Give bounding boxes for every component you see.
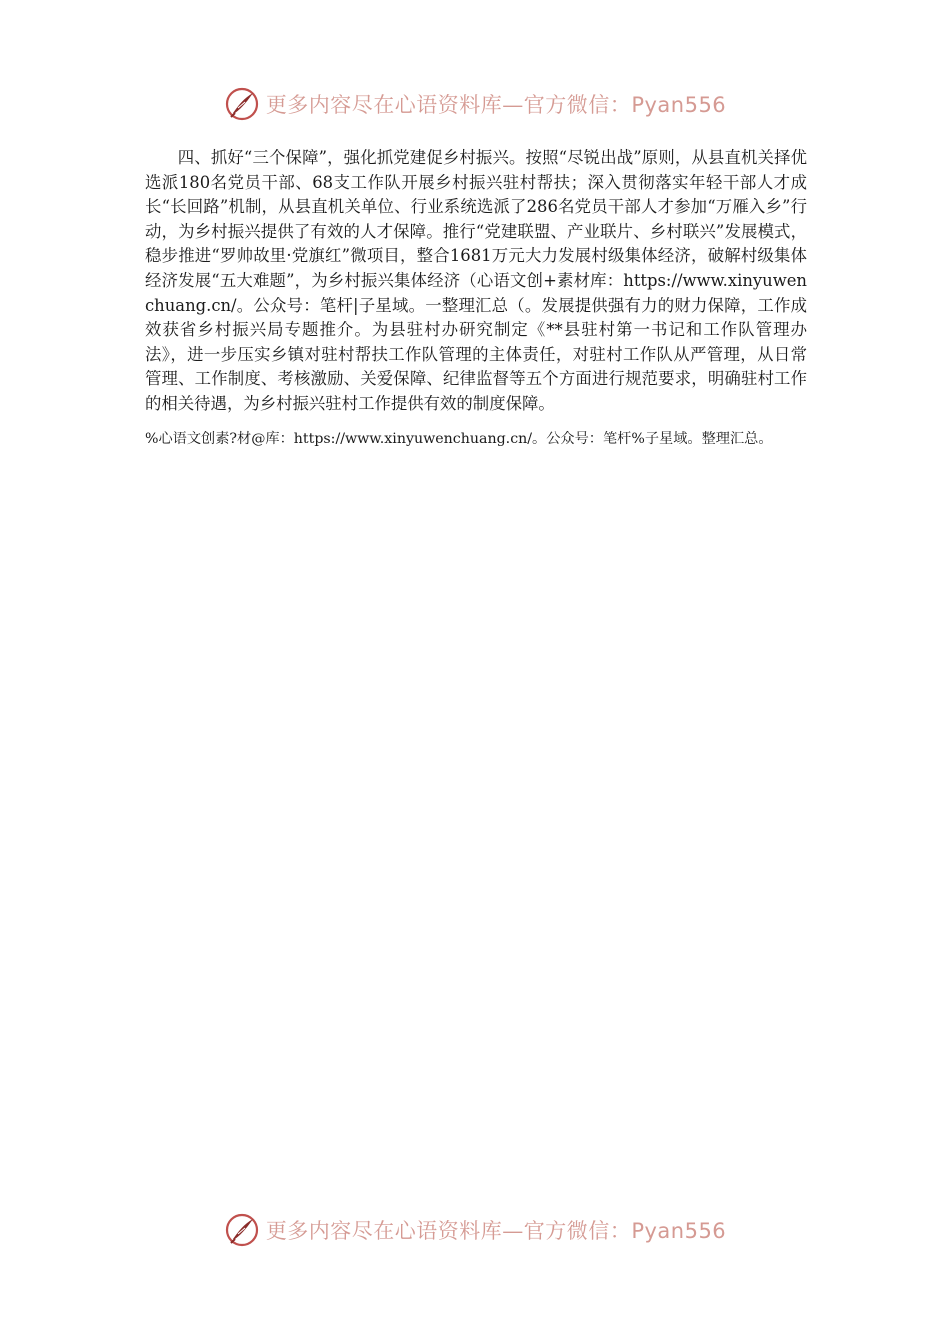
header-watermark [0, 84, 950, 124]
watermark-text: 更多内容尽在心语资料库—官方微信：Pyan556 [265, 93, 727, 117]
quill-logo-icon [224, 1212, 260, 1248]
footer-watermark [0, 1210, 950, 1250]
watermark-text: 更多内容尽在心语资料库—官方微信：Pyan556 [265, 1219, 727, 1243]
quill-logo-icon [224, 86, 260, 122]
document-body [145, 146, 807, 451]
body-paragraph: 四、抓好“三个保障”，强化抓党建促乡村振兴。按照“尽锐出战”原则，从县直机关择优选派180名党员干部、68支工作队开展乡村振兴驻村帮扶；深入贯彻落实年轻干部人才成长“长回路”机制，从县直机关单位、行业系统选派了286名党员干部人才参加“万雁入乡”行动，为乡村振兴提供了有效的人才保障。推行“党建联盟、产业联片、乡村联兴”发展模式，稳步推进“罗帅故里·党旗红”微项目，整合1681万元大力发展村级集体经济，破解村级集体经济发展“五大难题”，为乡村振兴集体经济（心语文创+素材库：https://www.xinyuwenchuang.cn/。公众号：笔杆|子星域。一整理汇总（。发展提供强有力的财力保障，工作成效获省乡村振兴局专题推介。为县驻村办研究制定《**县驻村第一书记和工作队管理办法》，进一步压实乡镇对驻村帮扶工作队管理的主体责任，对驻村工作队从严管理，从日常管理、工作制度、考核激励、关爱保障、纪律监督等五个方面进行规范要求，明确驻村工作的相关待遇，为乡村振兴驻村工作提供有效的制度保障。 [145, 148, 807, 413]
footnote-text: %心语文创素?材@库：https://www.xinyuwenchuang.cn/。公众号：笔杆%子星域。整理汇总。 [145, 430, 773, 447]
